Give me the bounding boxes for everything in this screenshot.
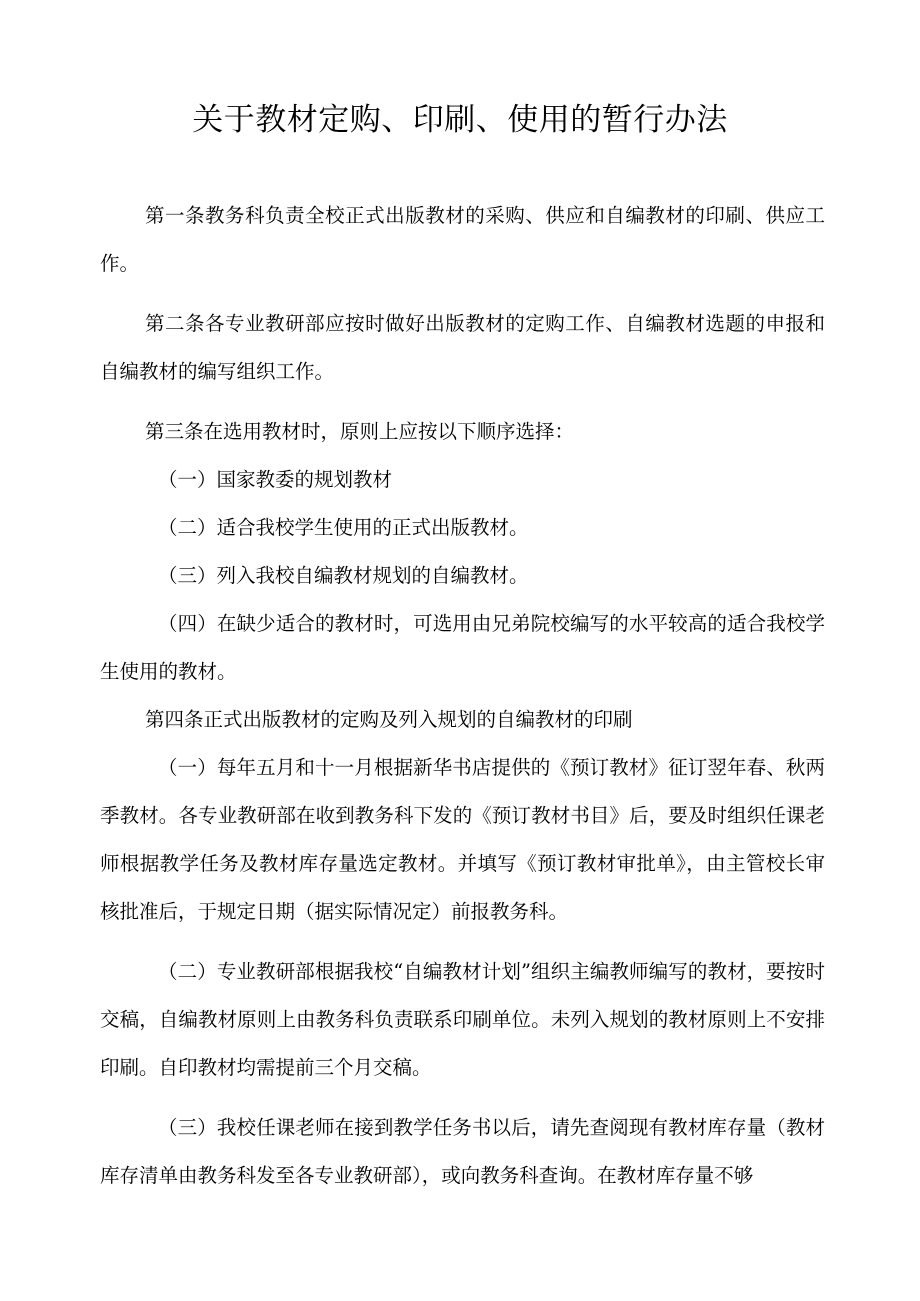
article-4: 第四条正式出版教材的定购及列入规划的自编教材的印刷: [145, 708, 633, 731]
article-3-item-4: （四）在缺少适合的教材时，可选用由兄弟院校编写的水平较高的适合我校学生使用的教材。: [100, 612, 825, 683]
article-2: 第二条各专业教研部应按时做好出版教材的定购工作、自编教材选题的申报和自编教材的编写组织工作。: [100, 312, 825, 383]
article-4-item-1: （一）每年五月和十一月根据新华书店提供的《预订教材》征订翌年春、秋两季教材。各专业教研部在收到教务科下发的《预订教材书目》后，要及时组织任课老师根据教学任务及教材库存量选定教材。并填写《预订教材审批单》，由主管校长审核批准后，于规定日期（据实际情况定）前报教务科。: [100, 756, 825, 923]
article-1: 第一条教务科负责全校正式出版教材的采购、供应和自编教材的印刷、供应工作。: [100, 204, 825, 275]
article-3: 第三条在选用教材时，原则上应按以下顺序选择：: [145, 420, 575, 443]
document-title: 关于教材定购、印刷、使用的暂行办法: [192, 102, 728, 138]
article-4-item-3: （三）我校任课老师在接到教学任务书以后，请先查阅现有教材库存量（教材库存清单由教务科发至各专业教研部），或向教务科查询。在教材库存量不够: [100, 1116, 825, 1187]
article-3-item-1: （一）国家教委的规划教材: [158, 468, 393, 491]
article-3-item-3: （三）列入我校自编教材规划的自编教材。: [158, 564, 529, 587]
document-body: [100, 192, 825, 1200]
article-4-item-2: （二）专业教研部根据我校“自编教材计划”组织主编教师编写的教材，要按时交稿，自编教材原则上由教务科负责联系印刷单位。未列入规划的教材原则上不安排印刷。自印教材均需提前三个月交稿。: [100, 960, 825, 1079]
article-3-item-2: （二）适合我校学生使用的正式出版教材。: [158, 516, 529, 539]
